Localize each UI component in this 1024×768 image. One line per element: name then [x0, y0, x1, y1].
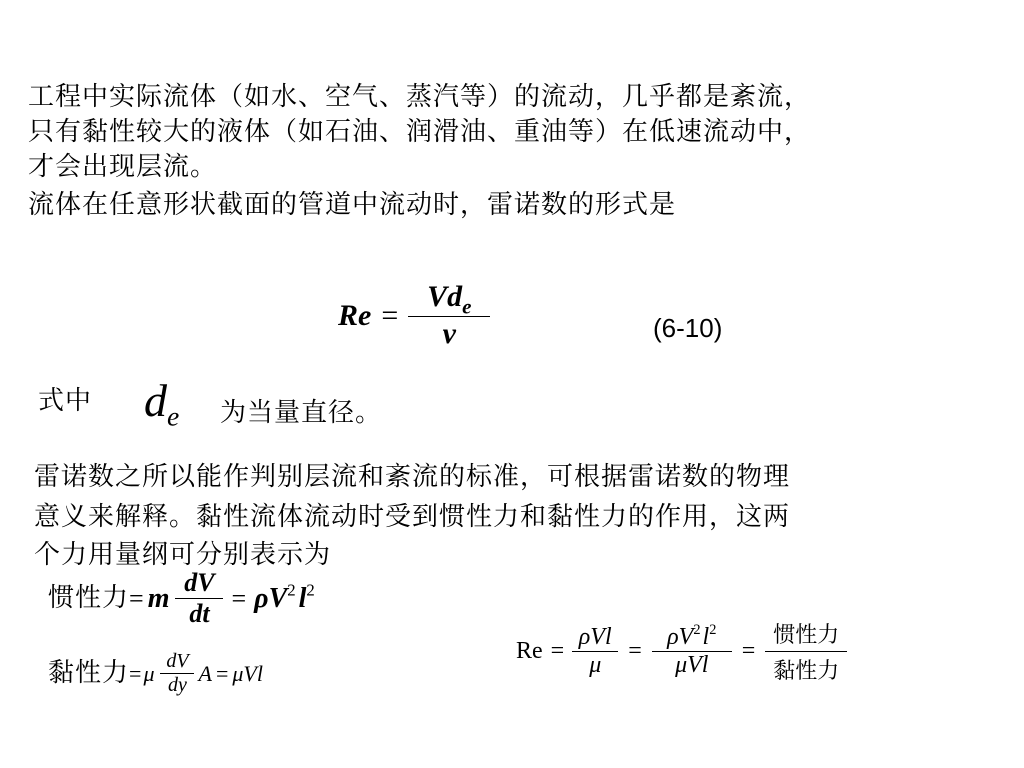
inertia-den: dt	[189, 599, 210, 628]
inertia-num: dV	[184, 568, 215, 597]
inertia-sup1: 2	[287, 579, 296, 599]
where-prefix: 式中	[38, 386, 93, 416]
inertia-sup2: 2	[306, 579, 315, 599]
ratio-f2-sup2: 2	[709, 621, 717, 638]
equation-number: (6-10)	[653, 313, 723, 343]
viscous-num: dV	[166, 650, 189, 672]
viscous-rhs: μVl	[232, 660, 263, 686]
ratio-f2-l: l	[702, 624, 710, 650]
ratio-eq3: =	[741, 638, 756, 664]
where-suffix: 为当量直径。	[220, 398, 383, 428]
ratio-formula	[516, 618, 847, 685]
ratio-f2-num-base: ρV	[667, 624, 694, 650]
inertia-fraction	[175, 568, 223, 629]
eq-denominator: ν	[442, 317, 456, 350]
ratio-f2-sup1: 2	[693, 621, 701, 638]
ratio-f2-den: μVl	[675, 652, 709, 678]
viscous-label: 黏性力	[48, 658, 130, 688]
eq-numerator	[427, 280, 472, 319]
intro-line-2: 只有黏性较大的液体（如石油、润滑油、重油等）在低速流动中，	[28, 117, 812, 147]
eq-num-sub: e	[462, 294, 472, 319]
reynolds-equation	[338, 280, 490, 351]
ratio-f1-num: ρVl	[578, 624, 612, 650]
explain-line-3: 个力用量纲可分别表示为	[34, 540, 332, 570]
inertia-label: 惯性力	[48, 583, 130, 613]
viscous-fraction	[160, 650, 194, 697]
ratio-f3-num: 惯性力	[773, 623, 840, 648]
symbol-base: d	[144, 375, 167, 426]
viscous-mu: μ	[143, 660, 155, 686]
ratio-f1-den: μ	[589, 652, 602, 678]
inertia-l: l	[298, 582, 307, 614]
intro-line-1: 工程中实际流体（如水、空气、蒸汽等）的流动，几乎都是紊流，	[28, 82, 812, 112]
symbol-sub: e	[167, 400, 180, 432]
inertia-formula	[48, 568, 315, 629]
viscous-formula	[48, 650, 263, 697]
viscous-eq2: =	[215, 660, 229, 686]
eq-equals: =	[381, 298, 399, 332]
intro-line-4: 流体在任意形状截面的管道中流动时，雷诺数的形式是	[28, 190, 677, 220]
where-symbol	[144, 375, 180, 432]
ratio-fraction-1	[572, 624, 618, 679]
ratio-fraction-3	[765, 618, 847, 685]
ratio-f3-den: 黏性力	[773, 659, 840, 684]
viscous-den: dy	[168, 674, 187, 696]
explain-line-2: 意义来解释。黏性流体流动时受到惯性力和黏性力的作用，这两	[34, 502, 791, 532]
eq-fraction	[408, 280, 490, 351]
explain-line-1: 雷诺数之所以能作判别层流和紊流的标准，可根据雷诺数的物理	[34, 462, 791, 492]
inertia-rhs-base: ρV	[254, 582, 288, 614]
ratio-fraction-2	[652, 621, 732, 679]
ratio-f2-num	[667, 621, 717, 651]
inertia-eq1: =	[129, 583, 144, 613]
inertia-eq2: =	[231, 583, 247, 613]
eq-lhs: Re	[338, 298, 372, 332]
intro-line-3: 才会出现层流。	[28, 152, 218, 182]
viscous-A: A	[198, 660, 212, 686]
eq-num-base: Vd	[427, 280, 463, 313]
ratio-eq1: =	[550, 638, 565, 664]
inertia-rhs	[254, 579, 315, 615]
inertia-m: m	[147, 582, 170, 614]
viscous-eq1: =	[129, 660, 142, 686]
ratio-re: Re	[516, 638, 543, 664]
ratio-eq2: =	[628, 638, 642, 664]
